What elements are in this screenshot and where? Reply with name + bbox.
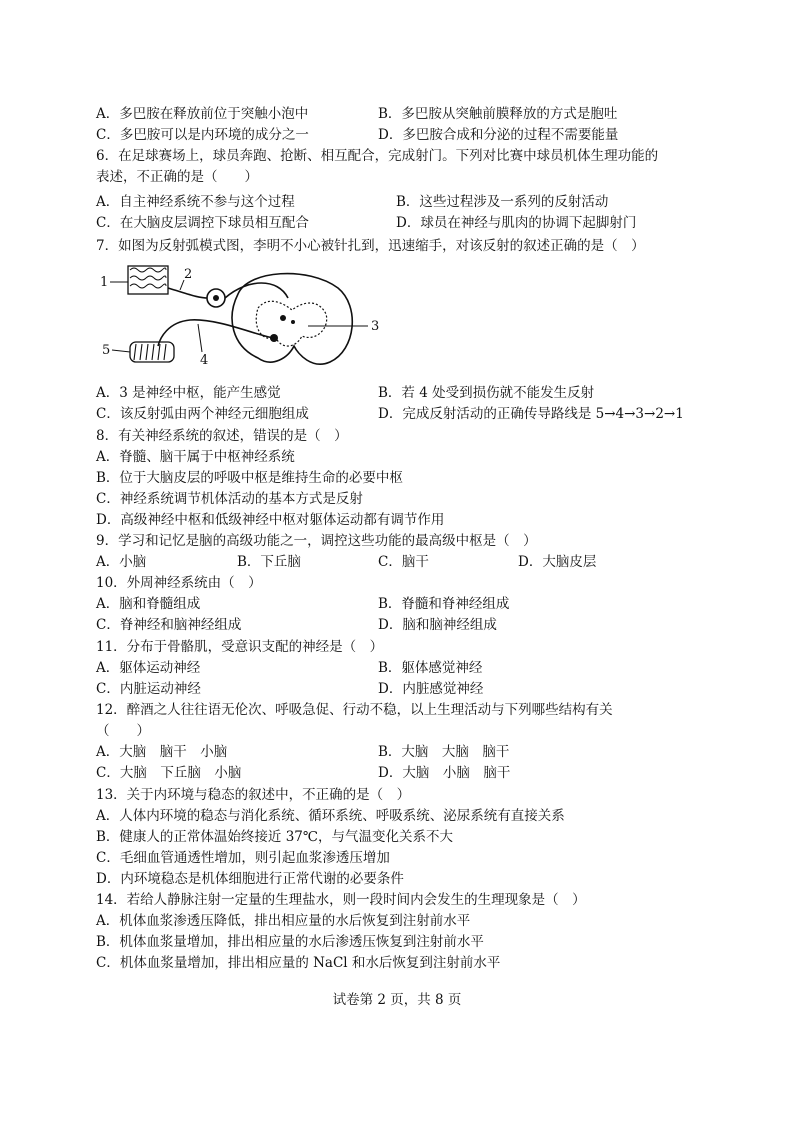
q12-option-c: C．大脑 下丘脑 小脑 (96, 765, 242, 781)
q5-option-d: D．多巴胺合成和分泌的过程不需要能量 (378, 127, 619, 143)
q6-stem-line1: 6．在足球赛场上，球员奔跑、抢断、相互配合，完成射门。下列对比赛中球员机体生理功能的 (96, 148, 659, 164)
q10-option-d: D．脑和脑神经组成 (378, 617, 497, 633)
q5-option-b: B．多巴胺从突触前膜释放的方式是胞吐 (378, 106, 618, 122)
spinal-cord-section (232, 274, 352, 365)
q9-stem: 9．学习和记忆是脑的高级功能之一，调控这些功能的最高级中枢是（ ） (96, 533, 537, 549)
q12-option-b: B．大脑 大脑 脑干 (378, 744, 510, 760)
q5-option-a: A．多巴胺在释放前位于突触小泡中 (96, 106, 309, 122)
q6-option-d: D．球员在神经与肌肉的协调下起脚射门 (396, 215, 637, 231)
q11-option-b: B．躯体感觉神经 (378, 660, 483, 676)
q7-option-a: A．3 是神经中枢，能产生感觉 (96, 385, 281, 401)
reflex-arc-diagram (98, 258, 398, 378)
q6-option-b: B．这些过程涉及一系列的反射活动 (396, 194, 609, 210)
label-4-leader (198, 324, 202, 352)
q7-stem: 7．如图为反射弧模式图，李明不小心被针扎到，迅速缩手，对该反射的叙述正确的是（ ） (96, 238, 645, 254)
q5-option-c: C．多巴胺可以是内环境的成分之一 (96, 127, 309, 143)
q6-stem-line2: 表述，不正确的是（ ） (96, 169, 258, 185)
q8-option-a: A．脊髓、脑干属于中枢神经系统 (96, 449, 295, 465)
q11-option-a: A．躯体运动神经 (96, 660, 201, 676)
q14-option-a: A．机体血浆渗透压降低，排出相应量的水后恢复到注射前水平 (96, 913, 471, 929)
page-footer: 试卷第 2 页，共 8 页 (332, 992, 462, 1008)
fig-label-2: 2 (184, 267, 193, 282)
fig-label-1: 1 (100, 275, 109, 290)
q13-option-b: B．健康人的正常体温始终接近 37℃，与气温变化关系不大 (96, 829, 453, 845)
q10-option-b: B．脊髓和脊神经组成 (378, 596, 510, 612)
q12-stem-line1: 12．醉酒之人往往语无伦次、呼吸急促、行动不稳，以上生理活动与下列哪些结构有关 (96, 702, 613, 718)
q7-option-d: D．完成反射活动的正确传导路线是 5→4→3→2→1 (378, 406, 684, 422)
q10-option-a: A．脑和脊髓组成 (96, 596, 201, 612)
receptor-skin-block (128, 266, 168, 294)
efferent-fiber (158, 320, 274, 346)
q14-stem: 14．若给人静脉注射一定量的生理盐水，则一段时间内会发生的生理现象是（ ） (96, 892, 586, 908)
q9-option-c: C．脑干 (378, 554, 429, 570)
fig-label-5: 5 (102, 343, 111, 358)
q6-option-c: C．在大脑皮层调控下球员相互配合 (96, 215, 309, 231)
q7-option-b: B．若 4 处受到损伤就不能发生反射 (378, 385, 595, 401)
q8-option-c: C．神经系统调节机体活动的基本方式是反射 (96, 491, 363, 507)
q9-option-d: D．大脑皮层 (518, 554, 597, 570)
q10-stem: 10．外周神经系统由（ ） (96, 575, 262, 591)
q7-option-c: C．该反射弧由两个神经元细胞组成 (96, 406, 309, 422)
q8-option-b: B．位于大脑皮层的呼吸中枢是维持生命的必要中枢 (96, 470, 403, 486)
q6-option-a: A．自主神经系统不参与这个过程 (96, 194, 295, 210)
q11-option-d: D．内脏感觉神经 (378, 681, 484, 697)
q11-stem: 11．分布于骨骼肌，受意识支配的神经是（ ） (96, 639, 384, 655)
q9-option-b: B．下丘脑 (237, 554, 301, 570)
q14-option-c: C．机体血浆量增加，排出相应量的 NaCl 和水后恢复到注射前水平 (96, 955, 501, 971)
q12-option-d: D．大脑 小脑 脑干 (378, 765, 511, 781)
q13-option-c: C．毛细血管通透性增加，则引起血浆渗透压增加 (96, 850, 390, 866)
q13-stem: 13．关于内环境与稳态的叙述中，不正确的是（ ） (96, 787, 411, 803)
fig-label-3: 3 (371, 319, 380, 334)
effector-muscle (130, 342, 174, 362)
q14-option-b: B．机体血浆量增加，排出相应量的水后渗透压恢复到注射前水平 (96, 934, 484, 950)
q12-option-a: A．大脑 脑干 小脑 (96, 744, 228, 760)
label-5-leader (112, 350, 130, 352)
afferent-fiber (168, 288, 208, 298)
q9-option-a: A．小脑 (96, 554, 147, 570)
fig-label-4: 4 (200, 353, 209, 368)
q13-option-d: D．内环境稳态是机体细胞进行正常代谢的必要条件 (96, 871, 404, 887)
afferent-root (225, 283, 288, 298)
q13-option-a: A．人体内环境的稳态与消化系统、循环系统、呼吸系统、泌尿系统有直接关系 (96, 808, 565, 824)
q8-option-d: D．高级神经中枢和低级神经中枢对躯体运动都有调节作用 (96, 512, 445, 528)
q12-stem-line2: （ ） (96, 723, 150, 739)
q8-stem: 8．有关神经系统的叙述，错误的是（ ） (96, 428, 348, 444)
q11-option-c: C．内脏运动神经 (96, 681, 201, 697)
q10-option-c: C．脊神经和脑神经组成 (96, 617, 242, 633)
